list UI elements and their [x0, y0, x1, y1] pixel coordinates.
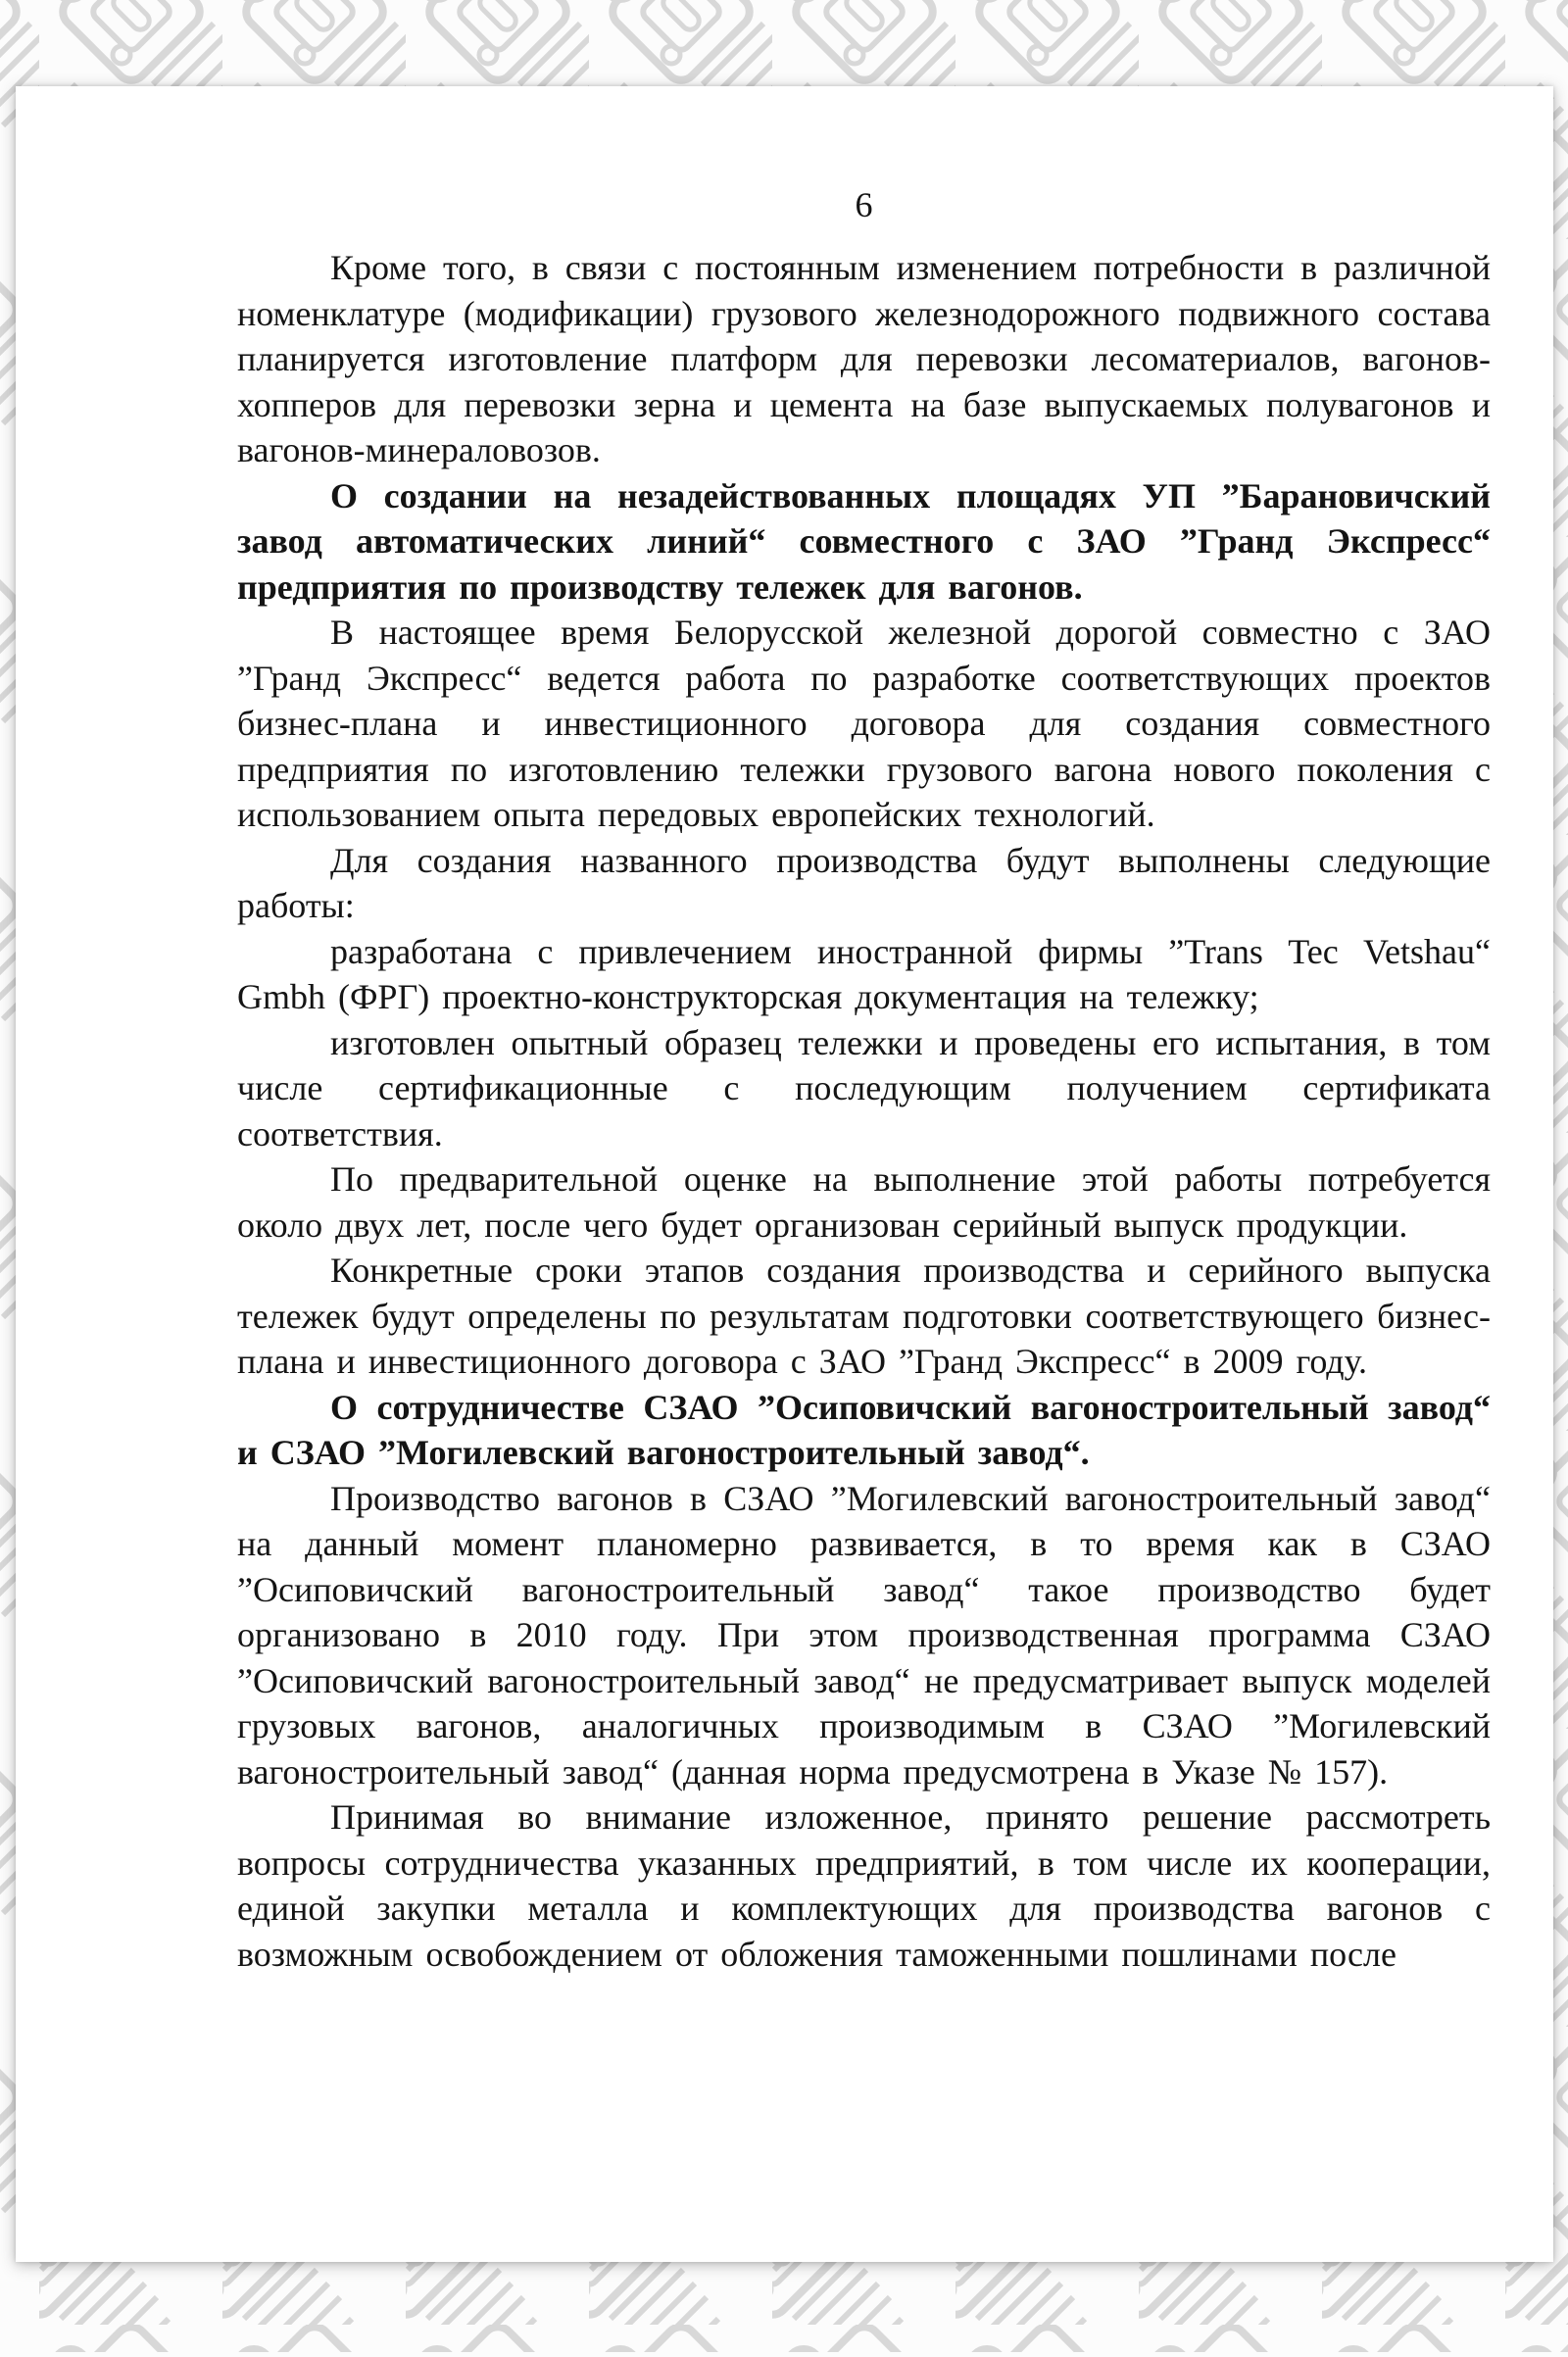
body-paragraph: изготовлен опытный образец тележки и проведены его испытания, в том числе сертификационные с последующим получением сертификата соответствия.	[237, 1022, 1491, 1154]
body-paragraph: Конкретные сроки этапов создания производства и серийного выпуска тележек будут определены по результатам подготовки соответствующего бизнес-плана и инвестиционного договора с ЗАО ”Гранд Экспресс“ в 2009 году.	[237, 1251, 1491, 1381]
page-number: 6	[855, 185, 873, 224]
document-body	[237, 245, 1491, 1977]
heading-paragraph: О создании на незадействованных площадях УП ”Барановичский завод автоматических линий“ совместного с ЗАО ”Гранд Экспресс“ предприятия по производству тележек для вагонов.	[237, 475, 1491, 607]
body-paragraph: По предварительной оценке на выполнение этой работы потребуется около двух лет, после чего будет организован серийный выпуск продукции.	[237, 1159, 1491, 1245]
body-paragraph: Принимая во внимание изложенное, принято решение рассмотреть вопросы сотрудничества указанных предприятий, в том числе их кооперации, единой закупки металла и комплектующих для производства вагонов с возможным освобождением от обложения таможенными пошлинами после	[237, 1797, 1491, 1974]
body-paragraph: Кроме того, в связи с постоянным изменением потребности в различной номенклатуре (модификации) грузового железнодорожного подвижного состава планируется изготовление платформ для перевозки лесоматериалов, вагонов-хопперов для перевозки зерна и цемента на базе выпускаемых полувагонов и вагонов-минераловозов.	[237, 248, 1491, 469]
body-paragraph: В настоящее время Белорусской железной дорогой совместно с ЗАО ”Гранд Экспресс“ ведется работа по разработке соответствующих проектов бизнес-плана и инвестиционного договора для создания совместного предприятия по изготовлению тележки грузового вагона нового поколения с использованием опыта передовых европейских технологий.	[237, 613, 1491, 834]
body-paragraph: разработана с привлечением иностранной фирмы ”Trans Tec Vetshau“ Gmbh (ФРГ) проектно-конструкторская документация на тележку;	[237, 931, 1491, 1016]
body-paragraph: Производство вагонов в СЗАО ”Могилевский вагоностроительный завод“ на данный момент планомерно развивается, в то время как в СЗАО ”Осиповичский вагоностроительный завод“ такое производство будет организовано в 2010 году. При этом производственная программа СЗАО ”Осиповичский вагоностроительный завод“ не предусматривает выпуск моделей грузовых вагонов, аналогичных производимым в СЗАО ”Могилевский вагоностроительный завод“ (данная норма предусмотрена в Указе № 157).	[237, 1478, 1491, 1792]
document-page	[16, 86, 1553, 2262]
heading-paragraph: О сотрудничестве СЗАО ”Осиповичский вагоностроительный завод“ и СЗАО ”Могилевский вагоностроительный завод“.	[237, 1387, 1491, 1472]
body-paragraph: Для создания названного производства будут выполнены следующие работы:	[237, 840, 1491, 925]
